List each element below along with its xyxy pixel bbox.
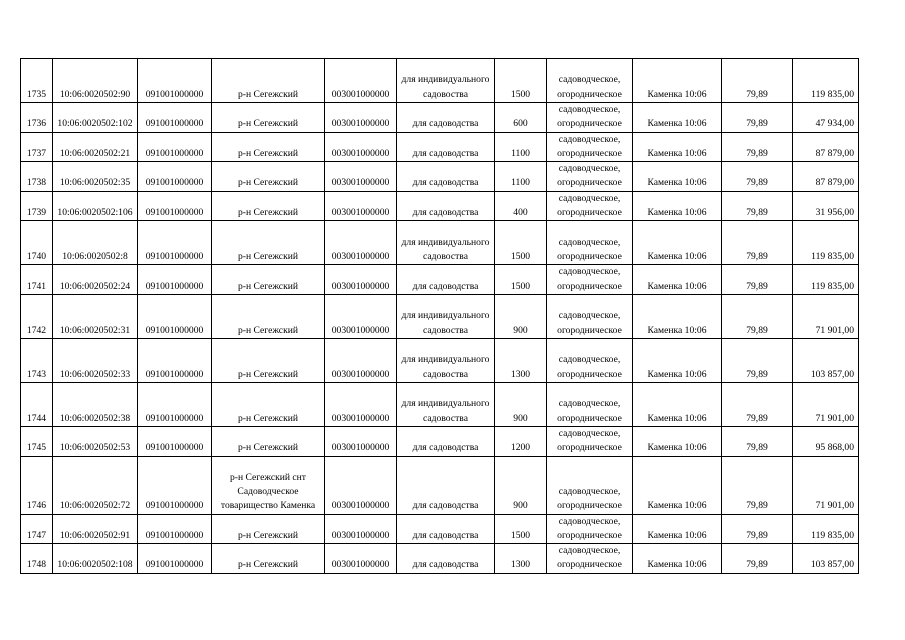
land-category-cell: садоводческое, огородническое <box>547 294 633 338</box>
cadastral-cost-cell: 103 857,00 <box>793 338 859 382</box>
cadastral-cost-cell: 47 934,00 <box>793 103 859 133</box>
row-number-cell: 1739 <box>21 191 53 221</box>
table-row <box>21 544 859 574</box>
address-cell: р-н Сегежский <box>212 338 325 382</box>
cadastral-zone-cell: Каменка 10:06 <box>633 514 722 544</box>
cadastral-number-cell: 10:06:0020502:38 <box>53 382 138 426</box>
cadastral-zone-cell: Каменка 10:06 <box>633 132 722 162</box>
area-cell: 1100 <box>495 162 547 192</box>
permitted-use-cell: для садоводства <box>397 191 495 221</box>
area-cell: 1300 <box>495 544 547 574</box>
area-cell: 1500 <box>495 221 547 265</box>
row-number-cell: 1741 <box>21 265 53 295</box>
specific-value-cell: 79,89 <box>722 132 793 162</box>
address-cell: р-н Сегежский <box>212 103 325 133</box>
cadastral-cost-cell: 103 857,00 <box>793 544 859 574</box>
table-row <box>21 221 859 265</box>
permitted-use-cell: для садоводства <box>397 103 495 133</box>
cadastral-zone-cell: Каменка 10:06 <box>633 544 722 574</box>
specific-value-cell: 79,89 <box>722 382 793 426</box>
land-category-cell: садоводческое, огородническое <box>547 426 633 456</box>
address-cell: р-н Сегежский <box>212 191 325 221</box>
land-category-cell: садоводческое, огородническое <box>547 191 633 221</box>
permitted-use-cell: для садоводства <box>397 514 495 544</box>
address-cell: р-н Сегежский <box>212 514 325 544</box>
land-category-cell: садоводческое, огородническое <box>547 59 633 103</box>
code-cell: 003001000000 <box>325 132 397 162</box>
okato-code-cell: 091001000000 <box>138 265 212 295</box>
code-cell: 003001000000 <box>325 382 397 426</box>
specific-value-cell: 79,89 <box>722 103 793 133</box>
code-cell: 003001000000 <box>325 103 397 133</box>
cadastral-cost-cell: 71 901,00 <box>793 294 859 338</box>
row-number-cell: 1743 <box>21 338 53 382</box>
table-row <box>21 59 859 103</box>
code-cell: 003001000000 <box>325 338 397 382</box>
specific-value-cell: 79,89 <box>722 456 793 514</box>
permitted-use-cell: для индивидуального садовоства <box>397 382 495 426</box>
address-cell: р-н Сегежский <box>212 544 325 574</box>
code-cell: 003001000000 <box>325 456 397 514</box>
cadastral-cost-cell: 119 835,00 <box>793 59 859 103</box>
table-row <box>21 338 859 382</box>
address-cell: р-н Сегежский <box>212 265 325 295</box>
table-row <box>21 162 859 192</box>
okato-code-cell: 091001000000 <box>138 103 212 133</box>
okato-code-cell: 091001000000 <box>138 338 212 382</box>
row-number-cell: 1742 <box>21 294 53 338</box>
row-number-cell: 1747 <box>21 514 53 544</box>
cadastral-number-cell: 10:06:0020502:53 <box>53 426 138 456</box>
cadastral-number-cell: 10:06:0020502:102 <box>53 103 138 133</box>
permitted-use-cell: для садоводства <box>397 162 495 192</box>
area-cell: 1500 <box>495 265 547 295</box>
land-category-cell: садоводческое, огородническое <box>547 132 633 162</box>
permitted-use-cell: для садоводства <box>397 265 495 295</box>
row-number-cell: 1746 <box>21 456 53 514</box>
area-cell: 900 <box>495 382 547 426</box>
row-number-cell: 1735 <box>21 59 53 103</box>
code-cell: 003001000000 <box>325 426 397 456</box>
address-cell: р-н Сегежский <box>212 132 325 162</box>
area-cell: 900 <box>495 456 547 514</box>
cadastral-number-cell: 10:06:0020502:8 <box>53 221 138 265</box>
permitted-use-cell: для индивидуального садовоства <box>397 338 495 382</box>
cadastral-number-cell: 10:06:0020502:33 <box>53 338 138 382</box>
table-row <box>21 456 859 514</box>
specific-value-cell: 79,89 <box>722 265 793 295</box>
okato-code-cell: 091001000000 <box>138 544 212 574</box>
cadastral-cost-cell: 119 835,00 <box>793 265 859 295</box>
cadastral-zone-cell: Каменка 10:06 <box>633 59 722 103</box>
code-cell: 003001000000 <box>325 191 397 221</box>
land-plots-table <box>20 58 859 574</box>
table-row <box>21 514 859 544</box>
cadastral-zone-cell: Каменка 10:06 <box>633 382 722 426</box>
okato-code-cell: 091001000000 <box>138 294 212 338</box>
permitted-use-cell: для индивидуального садовоства <box>397 221 495 265</box>
specific-value-cell: 79,89 <box>722 544 793 574</box>
permitted-use-cell: для садоводства <box>397 426 495 456</box>
land-category-cell: садоводческое, огородническое <box>547 338 633 382</box>
address-cell: р-н Сегежский <box>212 59 325 103</box>
okato-code-cell: 091001000000 <box>138 221 212 265</box>
land-category-cell: садоводческое, огородническое <box>547 265 633 295</box>
row-number-cell: 1737 <box>21 132 53 162</box>
specific-value-cell: 79,89 <box>722 514 793 544</box>
code-cell: 003001000000 <box>325 514 397 544</box>
cadastral-cost-cell: 31 956,00 <box>793 191 859 221</box>
cadastral-number-cell: 10:06:0020502:106 <box>53 191 138 221</box>
area-cell: 600 <box>495 103 547 133</box>
permitted-use-cell: для садоводства <box>397 544 495 574</box>
okato-code-cell: 091001000000 <box>138 191 212 221</box>
table-row <box>21 103 859 133</box>
area-cell: 400 <box>495 191 547 221</box>
land-category-cell: садоводческое, огородническое <box>547 514 633 544</box>
land-category-cell: садоводческое, огородническое <box>547 103 633 133</box>
cadastral-zone-cell: Каменка 10:06 <box>633 221 722 265</box>
cadastral-cost-cell: 119 835,00 <box>793 514 859 544</box>
table-row <box>21 191 859 221</box>
permitted-use-cell: для индивидуального садовоства <box>397 294 495 338</box>
cadastral-zone-cell: Каменка 10:06 <box>633 162 722 192</box>
specific-value-cell: 79,89 <box>722 221 793 265</box>
cadastral-zone-cell: Каменка 10:06 <box>633 103 722 133</box>
cadastral-number-cell: 10:06:0020502:90 <box>53 59 138 103</box>
code-cell: 003001000000 <box>325 294 397 338</box>
area-cell: 1500 <box>495 514 547 544</box>
specific-value-cell: 79,89 <box>722 294 793 338</box>
cadastral-cost-cell: 95 868,00 <box>793 426 859 456</box>
okato-code-cell: 091001000000 <box>138 456 212 514</box>
specific-value-cell: 79,89 <box>722 162 793 192</box>
cadastral-zone-cell: Каменка 10:06 <box>633 294 722 338</box>
okato-code-cell: 091001000000 <box>138 162 212 192</box>
okato-code-cell: 091001000000 <box>138 426 212 456</box>
specific-value-cell: 79,89 <box>722 59 793 103</box>
cadastral-cost-cell: 71 901,00 <box>793 382 859 426</box>
cadastral-cost-cell: 119 835,00 <box>793 221 859 265</box>
okato-code-cell: 091001000000 <box>138 382 212 426</box>
table-row <box>21 382 859 426</box>
address-cell: р-н Сегежский <box>212 294 325 338</box>
row-number-cell: 1740 <box>21 221 53 265</box>
cadastral-zone-cell: Каменка 10:06 <box>633 338 722 382</box>
table-row <box>21 132 859 162</box>
area-cell: 1200 <box>495 426 547 456</box>
code-cell: 003001000000 <box>325 221 397 265</box>
area-cell: 1100 <box>495 132 547 162</box>
code-cell: 003001000000 <box>325 544 397 574</box>
row-number-cell: 1748 <box>21 544 53 574</box>
row-number-cell: 1744 <box>21 382 53 426</box>
permitted-use-cell: для садоводства <box>397 132 495 162</box>
specific-value-cell: 79,89 <box>722 191 793 221</box>
address-cell: р-н Сегежский снт Садоводческое товарищество Каменка <box>212 456 325 514</box>
okato-code-cell: 091001000000 <box>138 59 212 103</box>
cadastral-cost-cell: 71 901,00 <box>793 456 859 514</box>
cadastral-number-cell: 10:06:0020502:35 <box>53 162 138 192</box>
specific-value-cell: 79,89 <box>722 426 793 456</box>
okato-code-cell: 091001000000 <box>138 132 212 162</box>
cadastral-cost-cell: 87 879,00 <box>793 132 859 162</box>
cadastral-zone-cell: Каменка 10:06 <box>633 191 722 221</box>
land-category-cell: садоводческое, огородническое <box>547 456 633 514</box>
cadastral-number-cell: 10:06:0020502:91 <box>53 514 138 544</box>
cadastral-zone-cell: Каменка 10:06 <box>633 426 722 456</box>
code-cell: 003001000000 <box>325 59 397 103</box>
row-number-cell: 1738 <box>21 162 53 192</box>
cadastral-number-cell: 10:06:0020502:24 <box>53 265 138 295</box>
code-cell: 003001000000 <box>325 265 397 295</box>
table-body <box>21 59 859 574</box>
row-number-cell: 1745 <box>21 426 53 456</box>
permitted-use-cell: для индивидуального садовоства <box>397 59 495 103</box>
table-row <box>21 294 859 338</box>
land-category-cell: садоводческое, огородническое <box>547 162 633 192</box>
address-cell: р-н Сегежский <box>212 426 325 456</box>
area-cell: 900 <box>495 294 547 338</box>
area-cell: 1500 <box>495 59 547 103</box>
address-cell: р-н Сегежский <box>212 221 325 265</box>
area-cell: 1300 <box>495 338 547 382</box>
address-cell: р-н Сегежский <box>212 382 325 426</box>
land-category-cell: садоводческое, огородническое <box>547 221 633 265</box>
permitted-use-cell: для садоводства <box>397 456 495 514</box>
cadastral-number-cell: 10:06:0020502:31 <box>53 294 138 338</box>
cadastral-zone-cell: Каменка 10:06 <box>633 265 722 295</box>
cadastral-number-cell: 10:06:0020502:72 <box>53 456 138 514</box>
address-cell: р-н Сегежский <box>212 162 325 192</box>
table-row <box>21 265 859 295</box>
cadastral-zone-cell: Каменка 10:06 <box>633 456 722 514</box>
table-row <box>21 426 859 456</box>
land-category-cell: садоводческое, огородническое <box>547 382 633 426</box>
land-category-cell: садоводческое, огородническое <box>547 544 633 574</box>
cadastral-number-cell: 10:06:0020502:108 <box>53 544 138 574</box>
specific-value-cell: 79,89 <box>722 338 793 382</box>
code-cell: 003001000000 <box>325 162 397 192</box>
cadastral-number-cell: 10:06:0020502:21 <box>53 132 138 162</box>
okato-code-cell: 091001000000 <box>138 514 212 544</box>
cadastral-cost-cell: 87 879,00 <box>793 162 859 192</box>
row-number-cell: 1736 <box>21 103 53 133</box>
